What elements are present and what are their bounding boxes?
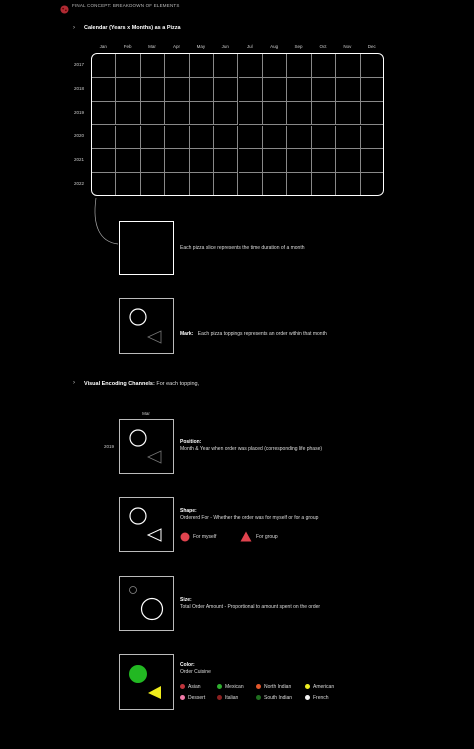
calendar-cell <box>361 126 384 150</box>
calendar-cell <box>312 102 336 126</box>
calendar-cell <box>239 126 263 150</box>
calendar-cell <box>92 78 116 102</box>
calendar-grid <box>91 53 384 196</box>
calendar-cell <box>361 173 384 196</box>
shape-label: Shape: <box>180 508 197 514</box>
cuisine-item-south-indian <box>256 695 292 701</box>
calendar-cell <box>287 126 311 150</box>
encoding-title-text: Visual Encoding Channels: <box>84 381 155 387</box>
cuisine-item-french <box>305 695 329 701</box>
calendar-cell <box>361 54 384 78</box>
calendar-cell <box>214 78 238 102</box>
calendar-cell <box>361 149 384 173</box>
calendar-cell <box>190 126 214 150</box>
cuisine-name: Mexican <box>225 684 244 690</box>
position-box <box>119 419 174 474</box>
month-label-nov: Nov <box>343 44 352 49</box>
calendar-cell <box>165 149 189 173</box>
calendar-cell <box>263 126 287 150</box>
calendar-cell <box>141 173 165 196</box>
calendar-cell <box>92 149 116 173</box>
calendar-cell <box>336 78 360 102</box>
color-label: Color: <box>180 662 195 668</box>
calendar-cell <box>336 54 360 78</box>
encoding-subtitle: For each topping, <box>156 381 200 387</box>
cuisine-name: Asian <box>188 684 201 690</box>
slice-description: Each pizza slice represents the time duration of a month <box>180 245 305 251</box>
myself-label: For myself <box>193 534 217 540</box>
calendar-cell <box>165 173 189 196</box>
year-label-2022: 2022 <box>74 181 85 187</box>
color-box <box>119 654 174 710</box>
cuisine-color-dot <box>217 684 222 689</box>
calendar-cell <box>116 149 140 173</box>
calendar-cell <box>312 54 336 78</box>
calendar-cell <box>141 126 165 150</box>
cuisine-color-dot <box>305 695 310 700</box>
calendar-cell <box>239 173 263 196</box>
calendar-cell <box>165 54 189 78</box>
cuisine-item-italian <box>217 695 238 701</box>
size-text: Total Order Amount - Proportional to amount spent on the order <box>180 604 321 610</box>
calendar-cell <box>141 54 165 78</box>
year-label-2017: 2017 <box>74 61 85 67</box>
calendar-cell <box>165 78 189 102</box>
calendar-cell <box>214 173 238 196</box>
calendar-cell <box>116 102 140 126</box>
position-label: Position: <box>180 439 202 445</box>
calendar-cell <box>141 78 165 102</box>
position-year-label: 2019 <box>104 444 115 449</box>
calendar-cell <box>361 102 384 126</box>
calendar-cell <box>92 173 116 196</box>
calendar-cell <box>116 126 140 150</box>
year-label-2021: 2021 <box>74 157 85 163</box>
cuisine-name: Dessert <box>188 695 206 701</box>
group-triangle-icon <box>240 531 252 542</box>
calendar-cell <box>336 173 360 196</box>
mark-text: Each pizza toppings represents an order within that month <box>197 331 327 337</box>
cuisine-name: Italian <box>225 695 239 701</box>
calendar-cell <box>214 102 238 126</box>
encoding-title <box>84 381 199 387</box>
month-label-may: May <box>196 44 206 49</box>
calendar-cell <box>336 149 360 173</box>
calendar-cell <box>312 126 336 150</box>
group-label: For group <box>256 534 278 540</box>
calendar-cell <box>312 78 336 102</box>
myself-circle-icon <box>180 532 190 542</box>
calendar-cell <box>92 102 116 126</box>
mark-box <box>119 298 174 354</box>
month-label-jun: Jun <box>221 44 229 49</box>
cuisine-item-american <box>305 684 334 690</box>
calendar-cell <box>92 126 116 150</box>
cuisine-color-dot <box>217 695 222 700</box>
calendar-cell <box>287 149 311 173</box>
cuisine-name: North Indian <box>264 684 292 690</box>
calendar-cell <box>263 102 287 126</box>
calendar-cell <box>263 54 287 78</box>
size-label: Size: <box>180 597 192 603</box>
calendar-title: Calendar (Years x Months) as a Pizza <box>84 25 181 31</box>
calendar-cell <box>287 54 311 78</box>
calendar-cell <box>312 173 336 196</box>
calendar-cell <box>165 126 189 150</box>
calendar-cell <box>263 78 287 102</box>
month-label-sep: Sep <box>294 44 303 49</box>
calendar-cell <box>312 149 336 173</box>
cuisine-name: South Indian <box>264 695 293 701</box>
calendar-cell <box>361 78 384 102</box>
calendar-cell <box>263 149 287 173</box>
calendar-cell <box>287 173 311 196</box>
month-label-jan: Jan <box>99 44 107 49</box>
cuisine-color-dot <box>180 695 185 700</box>
calendar-cell <box>190 78 214 102</box>
calendar-cell <box>214 149 238 173</box>
calendar-cell <box>116 54 140 78</box>
month-label-aug: Aug <box>270 44 279 49</box>
bullet-arrow-icon: › <box>73 380 75 386</box>
header-title: FINAL CONCEPT: BREAKDOWN OF ELEMENTS <box>72 3 180 8</box>
calendar-cell <box>141 102 165 126</box>
calendar-cell <box>190 173 214 196</box>
cuisine-item-mexican <box>217 684 244 690</box>
calendar-cell <box>336 126 360 150</box>
month-label-mar: Mar <box>148 44 156 49</box>
header-logo-icon <box>60 1 69 19</box>
pizza-slice-box <box>119 221 174 275</box>
year-label-2020: 2020 <box>74 133 85 139</box>
calendar-cell <box>165 102 189 126</box>
month-label-feb: Feb <box>123 44 132 49</box>
shape-text: Ordererd For - Whether the order was for myself or for a group <box>180 515 319 521</box>
year-label-2018: 2018 <box>74 85 85 91</box>
year-label-2019: 2019 <box>74 109 85 115</box>
calendar-cell <box>239 54 263 78</box>
month-label-oct: Oct <box>319 44 327 49</box>
bullet-arrow-icon: › <box>73 25 75 31</box>
cuisine-color-dot <box>305 684 310 689</box>
calendar-cell <box>336 102 360 126</box>
size-box <box>119 576 174 631</box>
mark-label: Mark: <box>180 331 194 337</box>
calendar-cell <box>239 78 263 102</box>
month-label-apr: Apr <box>172 44 180 49</box>
calendar-cell <box>92 54 116 78</box>
cuisine-color-dot <box>256 695 261 700</box>
month-label-dec: Dec <box>367 44 376 49</box>
cuisine-name: French <box>313 695 329 701</box>
cuisine-item-asian <box>180 684 201 690</box>
month-label-jul: Jul <box>246 44 253 49</box>
calendar-cell <box>287 78 311 102</box>
calendar-cell <box>116 173 140 196</box>
cuisine-color-dot <box>256 684 261 689</box>
calendar-cell <box>263 173 287 196</box>
cuisine-item-north-indian <box>256 684 291 690</box>
cuisine-item-dessert <box>180 695 205 701</box>
calendar-cell <box>190 149 214 173</box>
color-text: Order Cuisine <box>180 669 211 675</box>
position-month-label: Mar <box>142 411 150 416</box>
mark-description <box>180 322 327 340</box>
calendar-cell <box>190 54 214 78</box>
calendar-cell <box>214 126 238 150</box>
calendar-cell <box>239 102 263 126</box>
calendar-cell <box>287 102 311 126</box>
calendar-cell <box>141 149 165 173</box>
calendar-cell <box>214 54 238 78</box>
calendar-cell <box>116 78 140 102</box>
position-text: Month & Year when order was placed (corresponding life phase) <box>180 446 323 452</box>
shape-box <box>119 497 174 552</box>
cuisine-color-dot <box>180 684 185 689</box>
cuisine-name: American <box>313 684 335 690</box>
calendar-cell <box>239 149 263 173</box>
calendar-cell <box>190 102 214 126</box>
